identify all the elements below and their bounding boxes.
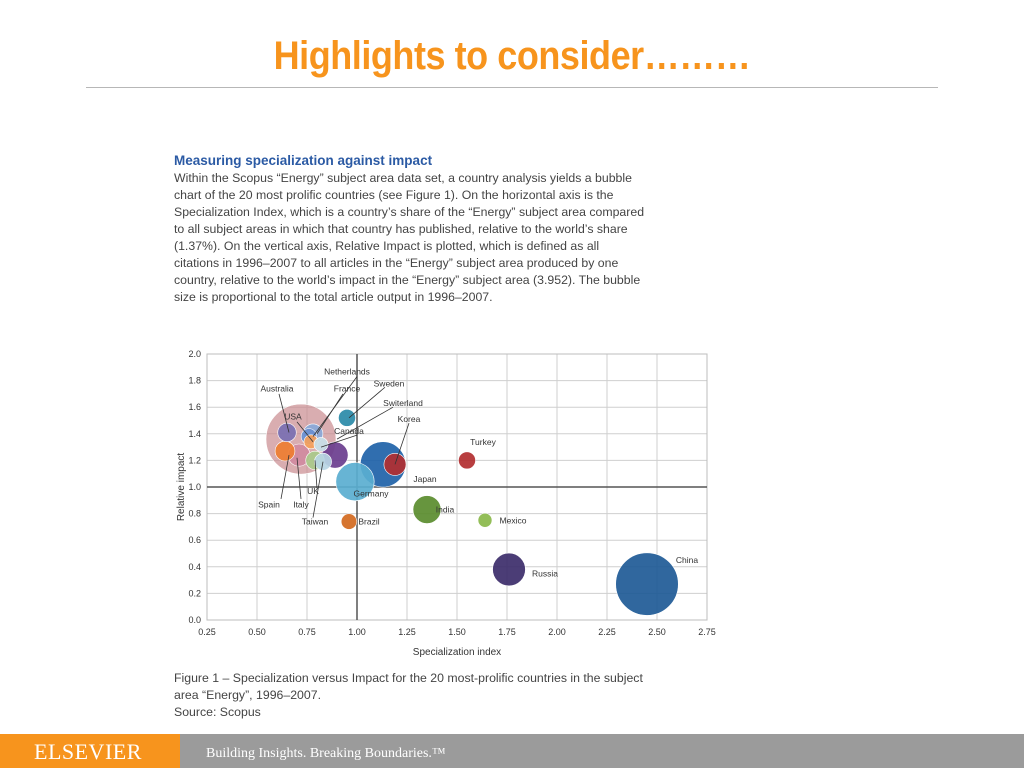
x-axis-label: Specialization index: [412, 647, 502, 658]
article-line: to all subject areas in which that country has published, relative to the world’s share: [174, 222, 628, 236]
bubble-spain: [275, 441, 295, 461]
country-label: Germany: [353, 488, 389, 499]
y-tick-label: 1.2: [188, 455, 201, 466]
country-label: USA: [284, 411, 302, 422]
country-label: Australia: [260, 383, 294, 394]
article-line: Within the Scopus “Energy” subject area data set, a country analysis yields a bubble: [174, 171, 632, 185]
article-line: citations in 1996–2007 to all articles in the “Energy” subject area produced by one: [174, 256, 619, 270]
y-tick-label: 1.6: [188, 402, 201, 413]
bubble-switzerland: [314, 437, 328, 451]
article-line: country, relative to the world’s impact in the “Energy” subject area (3.952). The bubble: [174, 273, 641, 287]
footer-tagline: Building Insights. Breaking Boundaries.™: [206, 746, 446, 761]
country-label: Italy: [293, 499, 309, 510]
slide-title: Highlights to consider………: [273, 34, 751, 78]
country-label: Spain: [258, 499, 280, 510]
x-tick-label: 2.75: [698, 627, 716, 637]
title-divider: [86, 87, 938, 88]
footer-bar: [0, 734, 1024, 768]
article-body: [174, 170, 714, 306]
country-label: UK: [307, 485, 319, 496]
article-line: Specialization Index, which is a country’s share of the “Energy” subject area compared: [174, 205, 645, 219]
y-tick-label: 0.0: [188, 615, 201, 625]
article-heading: Measuring specialization against impact: [174, 153, 433, 168]
country-label: Korea: [397, 414, 421, 425]
country-label: Netherlands: [324, 366, 370, 377]
x-tick-label: 1.25: [398, 627, 416, 637]
country-label: Switerland: [383, 398, 423, 409]
country-label: Taiwan: [301, 516, 329, 527]
x-tick-label: 2.25: [598, 627, 616, 637]
country-label: Mexico: [499, 515, 527, 526]
figure-caption: [174, 670, 719, 721]
country-label: China: [675, 555, 699, 566]
x-tick-label: 1.50: [448, 627, 466, 637]
y-tick-label: 1.8: [188, 375, 201, 386]
country-label: Turkey: [470, 436, 496, 447]
x-tick-label: 0.75: [298, 627, 316, 637]
x-tick-label: 0.25: [198, 627, 216, 637]
y-tick-label: 1.4: [188, 428, 201, 439]
y-axis-label: Relative impact: [176, 452, 187, 522]
country-label: Brazil: [358, 516, 380, 527]
y-tick-label: 0.8: [188, 508, 201, 519]
x-tick-label: 1.00: [348, 627, 366, 637]
article-line: chart of the 20 most prolific countries (see Figure 1). On the horizontal axis is the: [174, 188, 614, 202]
country-label: Japan: [413, 474, 437, 485]
country-label: France: [333, 383, 361, 394]
article-block: [174, 152, 714, 306]
country-label: Sweden: [373, 378, 405, 389]
bubble-china: [616, 553, 679, 616]
x-tick-label: 0.50: [248, 627, 266, 637]
y-tick-label: 2.0: [188, 349, 201, 359]
bubble-mexico: [478, 513, 492, 527]
bubble-brazil: [341, 514, 357, 530]
y-tick-label: 0.4: [188, 561, 201, 572]
article-line: (1.37%). On the vertical axis, Relative Impact is plotted, which is defined as all: [174, 239, 600, 253]
x-tick-label: 2.00: [548, 627, 566, 637]
bubble-russia: [493, 553, 526, 586]
country-label: Canada: [334, 426, 364, 437]
bubble-chart: [170, 345, 718, 663]
caption-line: area “Energy”, 1996–2007.: [174, 688, 321, 702]
y-tick-label: 1.0: [188, 482, 201, 492]
bubble-turkey: [458, 452, 475, 469]
x-tick-label: 1.75: [498, 627, 516, 637]
caption-line: Figure 1 – Specialization versus Impact for the 20 most-prolific countries in the subject: [174, 671, 643, 685]
article-line: size is proportional to the total article output in 1996–2007.: [174, 290, 493, 304]
caption-source: Source: Scopus: [174, 705, 261, 719]
bubble-netherlands-2: [338, 409, 355, 426]
elsevier-logo: ELSEVIER: [34, 739, 142, 764]
y-tick-label: 0.2: [188, 588, 201, 599]
bubble-korea: [384, 453, 406, 475]
y-tick-label: 0.6: [188, 535, 201, 546]
country-label: Russia: [532, 568, 558, 579]
x-tick-label: 2.50: [648, 627, 666, 637]
country-label: India: [435, 504, 455, 515]
footer-logo-box: [0, 734, 180, 768]
